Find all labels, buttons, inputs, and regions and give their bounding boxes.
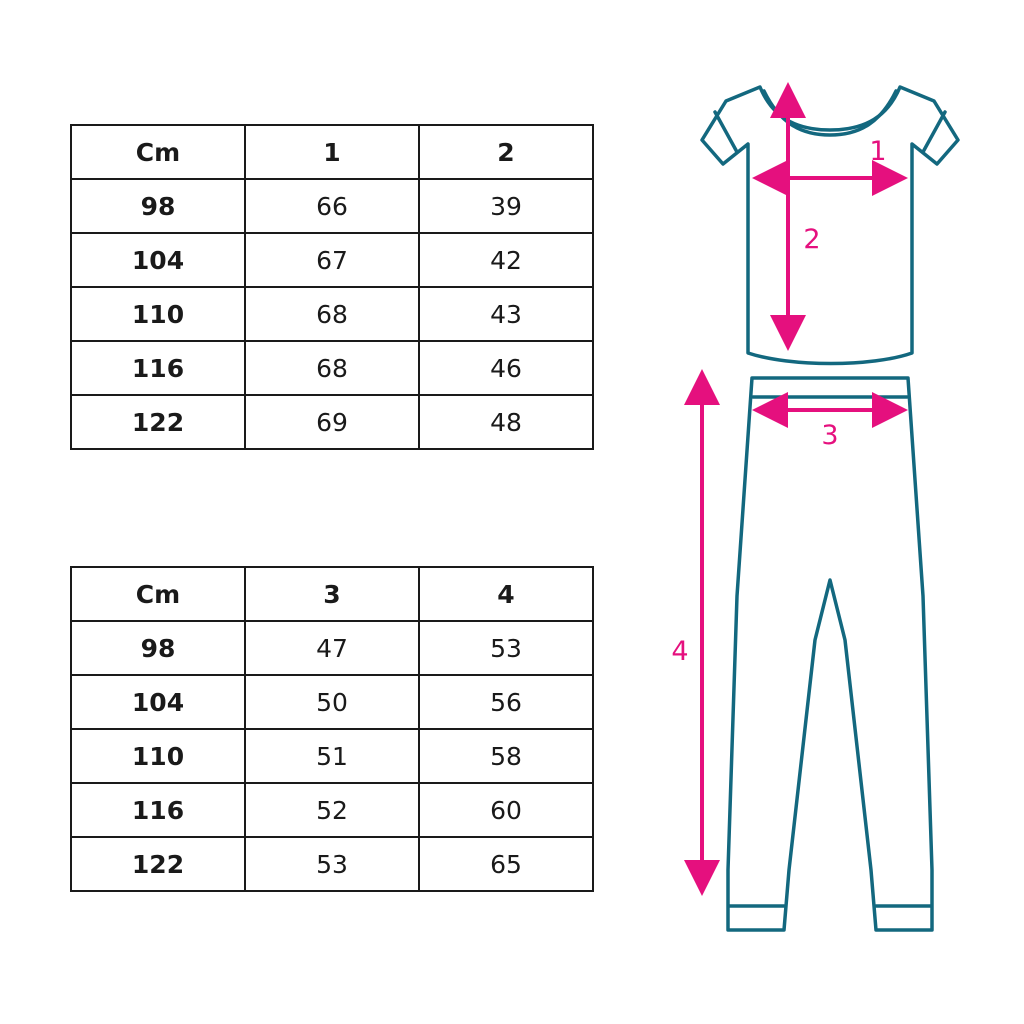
table-cell-value: 60 [419, 783, 593, 837]
table-row [71, 837, 593, 891]
table-row [71, 179, 593, 233]
table-cell-size: 122 [71, 395, 245, 449]
table-row [71, 395, 593, 449]
table-cell-value: 65 [419, 837, 593, 891]
table-cell-size: 98 [71, 179, 245, 233]
table-header-cell: 3 [245, 567, 419, 621]
table-cell-value: 42 [419, 233, 593, 287]
table-header-row [71, 125, 593, 179]
table-cell-value: 53 [245, 837, 419, 891]
size-table-upper [70, 124, 594, 450]
table-cell-value: 68 [245, 287, 419, 341]
table-cell-size: 104 [71, 233, 245, 287]
table-cell-size: 104 [71, 675, 245, 729]
garment-measurement-diagram [640, 40, 1020, 960]
table-row [71, 287, 593, 341]
table-cell-value: 47 [245, 621, 419, 675]
table-cell-value: 39 [419, 179, 593, 233]
table-header-cell: 1 [245, 125, 419, 179]
table-row [71, 341, 593, 395]
table-header-cell: Cm [71, 567, 245, 621]
table-cell-size: 110 [71, 729, 245, 783]
table-row [71, 233, 593, 287]
table-cell-value: 48 [419, 395, 593, 449]
table-cell-value: 68 [245, 341, 419, 395]
table-header-cell: Cm [71, 125, 245, 179]
table-cell-value: 52 [245, 783, 419, 837]
table-header-cell: 4 [419, 567, 593, 621]
table-cell-size: 98 [71, 621, 245, 675]
tshirt-outline [702, 87, 958, 364]
table-cell-value: 51 [245, 729, 419, 783]
table-cell-value: 67 [245, 233, 419, 287]
table-cell-value: 66 [245, 179, 419, 233]
table-cell-value: 50 [245, 675, 419, 729]
table-header-row [71, 567, 593, 621]
table-row [71, 783, 593, 837]
table-cell-size: 116 [71, 783, 245, 837]
size-table-lower [70, 566, 594, 892]
table-cell-size: 110 [71, 287, 245, 341]
measure-label-2: 2 [803, 224, 821, 255]
table-cell-value: 46 [419, 341, 593, 395]
table-cell-size: 116 [71, 341, 245, 395]
table-row [71, 621, 593, 675]
table-cell-value: 43 [419, 287, 593, 341]
table-cell-value: 53 [419, 621, 593, 675]
table-row [71, 729, 593, 783]
measure-label-4: 4 [671, 636, 689, 667]
measure-label-3: 3 [821, 420, 839, 451]
table-header-cell: 2 [419, 125, 593, 179]
measure-label-1: 1 [869, 136, 887, 167]
table-cell-value: 56 [419, 675, 593, 729]
table-cell-size: 122 [71, 837, 245, 891]
pants-outline [728, 378, 932, 930]
table-cell-value: 69 [245, 395, 419, 449]
table-cell-value: 58 [419, 729, 593, 783]
table-row [71, 675, 593, 729]
